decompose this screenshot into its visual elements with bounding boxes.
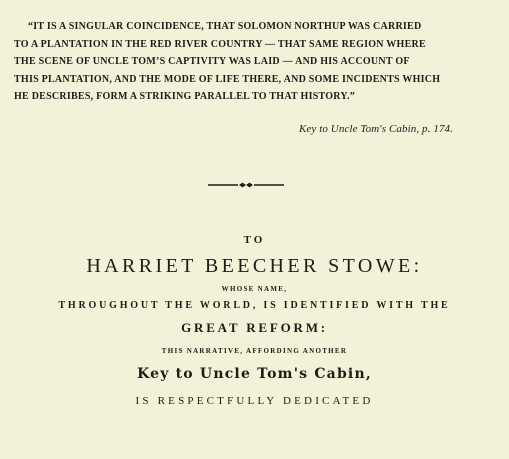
quote-line: “IT IS A SINGULAR COINCIDENCE, THAT SOLOMON NORTHUP WAS CARRIED: [28, 21, 422, 32]
epigraph-attribution: Key to Uncle Tom's Cabin, p. 174.: [298, 123, 453, 135]
quote-line: HE DESCRIBES, FORM A STRIKING PARALLEL TO THAT HISTORY.”: [14, 91, 355, 102]
dedication-to: TO: [243, 234, 266, 246]
dedication-great-reform: GREAT REFORM:: [181, 320, 328, 335]
epigraph-quote: [14, 18, 497, 106]
dedication-narrative: THIS NARRATIVE, AFFORDING ANOTHER: [161, 347, 348, 355]
quote-line: TO A PLANTATION IN THE RED RIVER COUNTRY — THAT SAME REGION WHERE: [14, 38, 426, 50]
dedication-key-title: Key to Uncle Tom's Cabin,: [137, 366, 372, 382]
dedication-whose-name: WHOSE NAME,: [221, 285, 288, 293]
dedication-respectfully-dedicated: IS RESPECTFULLY DEDICATED: [135, 395, 374, 407]
dedication: [0, 233, 509, 408]
ornamental-rule-icon: [208, 182, 284, 188]
dedication-throughout: THROUGHOUT THE WORLD, IS IDENTIFIED WITH THE: [58, 300, 451, 311]
quote-line: THE SCENE OF UNCLE TOM’S CAPTIVITY WAS LAID — AND HIS ACCOUNT OF: [14, 56, 410, 67]
quote-line: THIS PLANTATION, AND THE MODE OF LIFE THERE, AND SOME INCIDENTS WHICH: [14, 73, 441, 85]
dedicatee-name: HARRIET BEECHER STOWE:: [86, 255, 423, 277]
